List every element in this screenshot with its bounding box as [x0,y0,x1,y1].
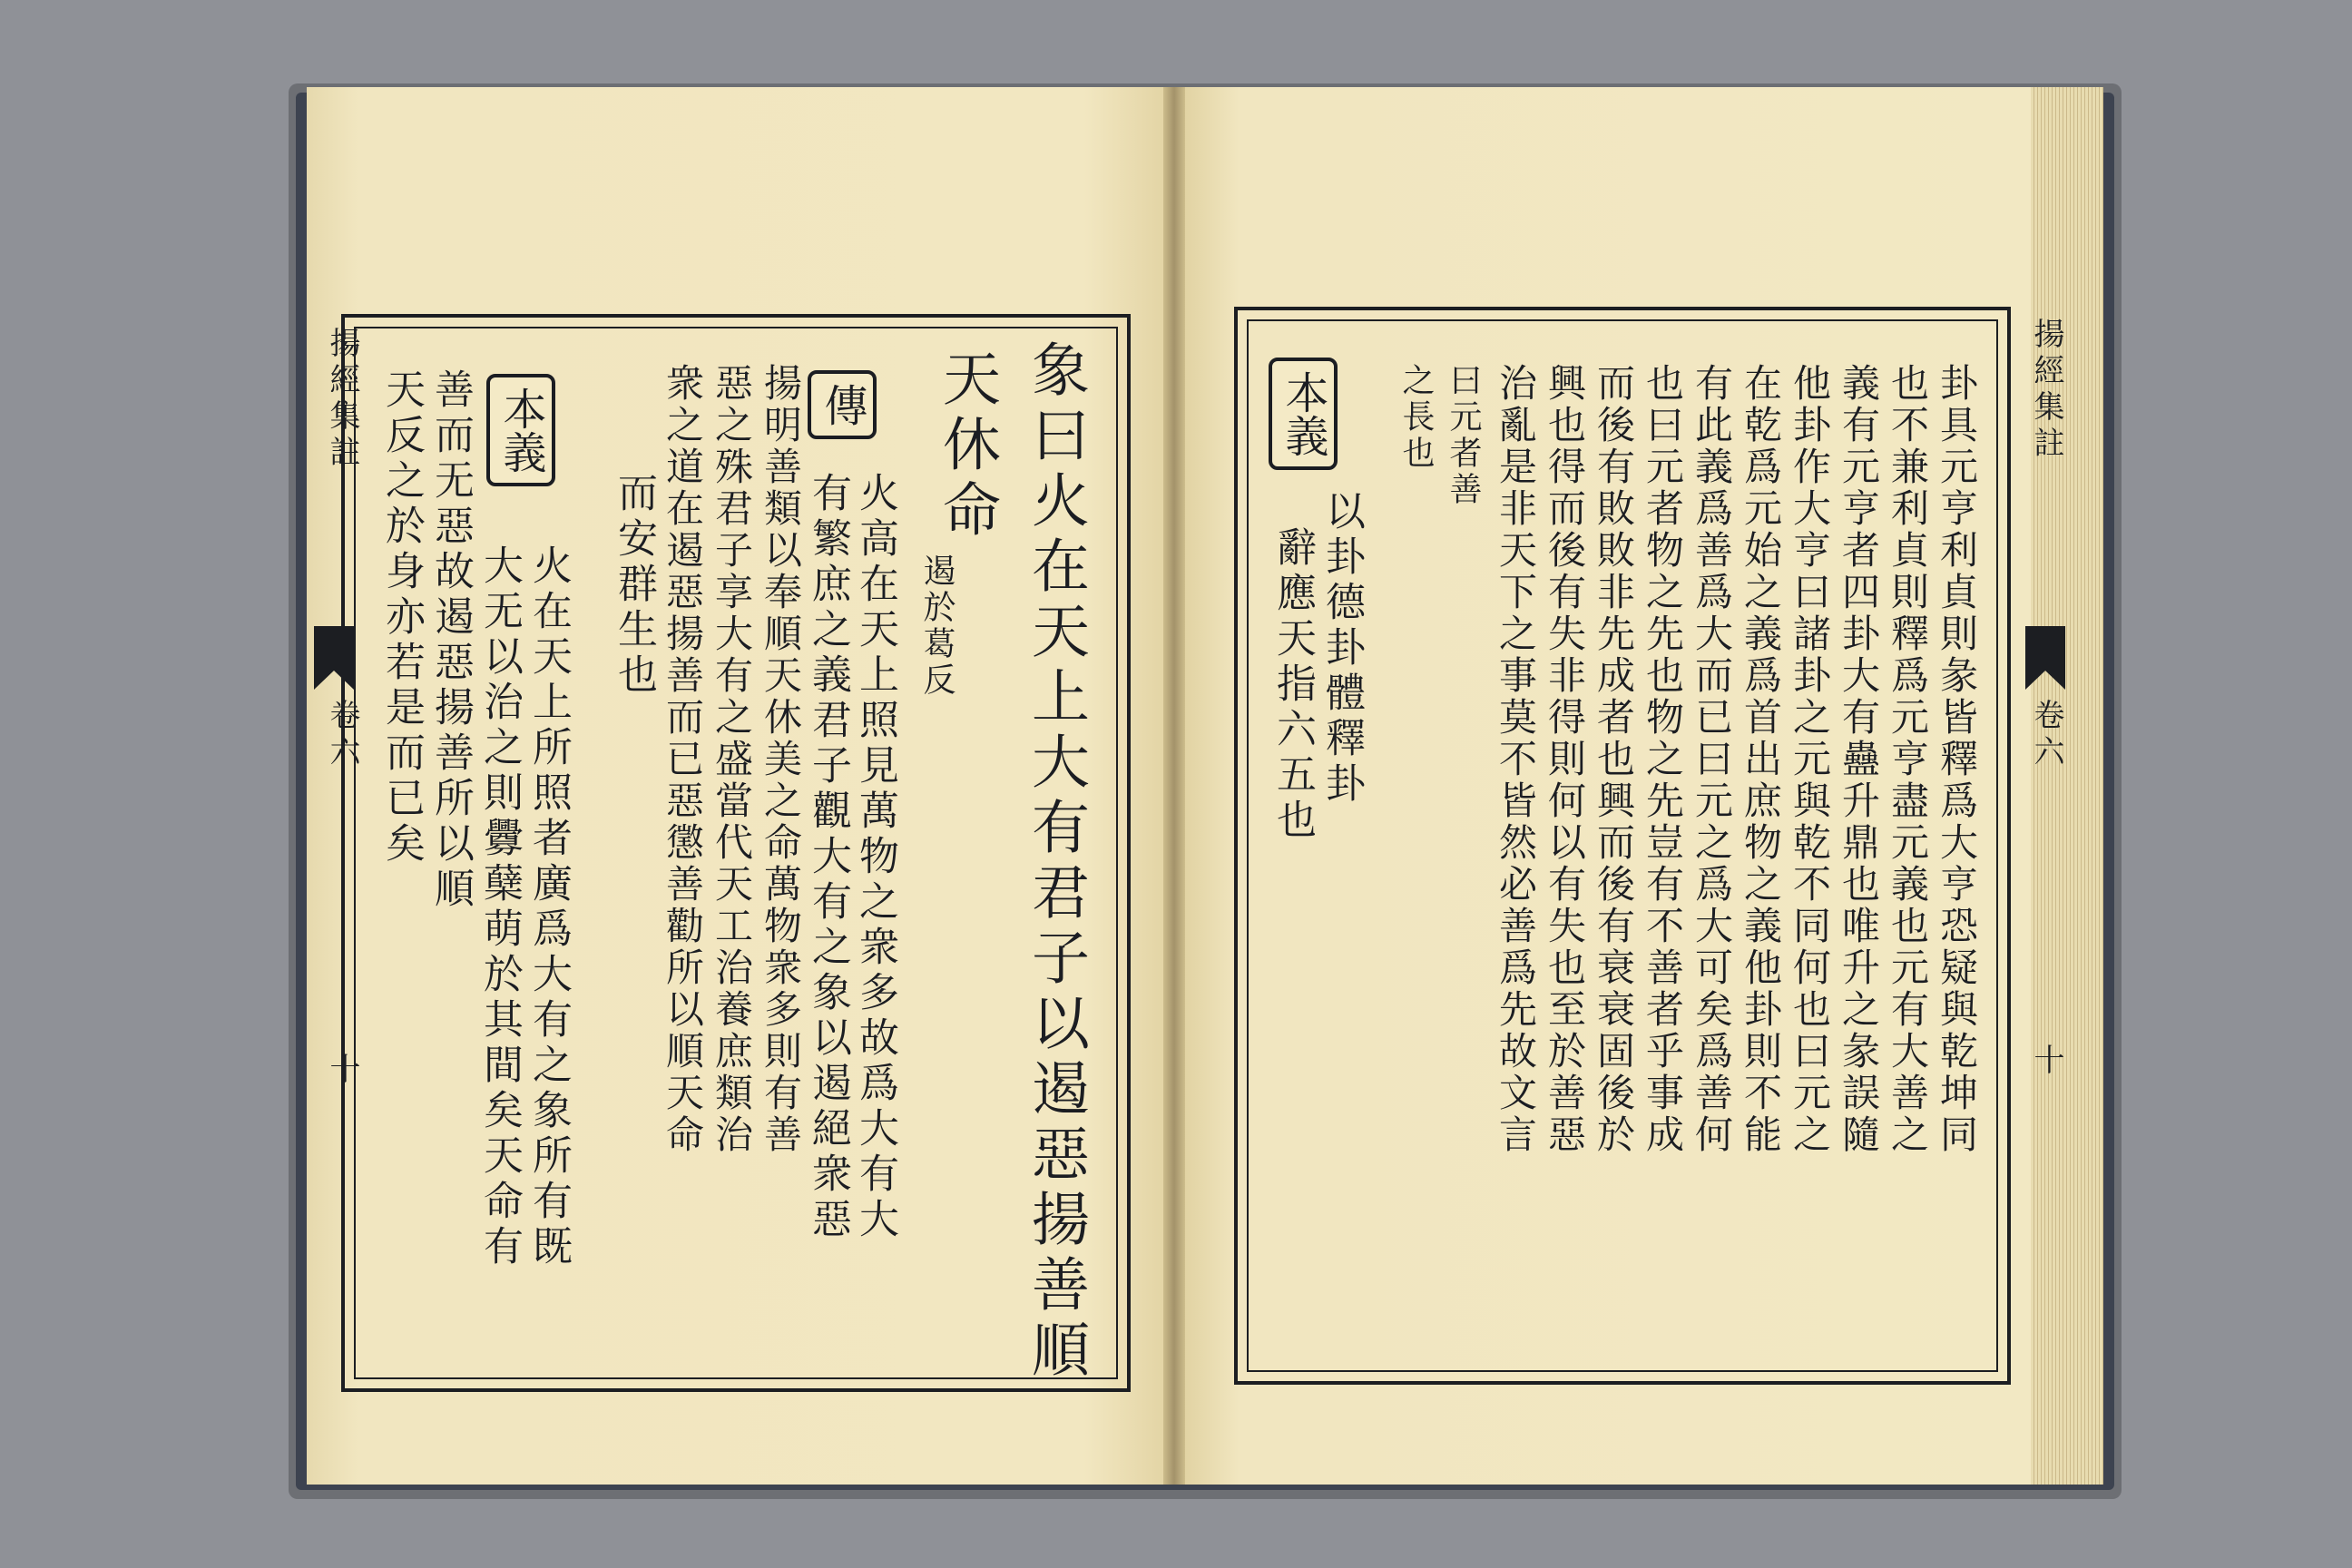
right-text-col-12: 之長也 [1397,363,1435,472]
right-text-col-6: 有此義爲善爲大而已曰元之爲大可矣爲善何 [1690,363,1734,1156]
right-text-col-9: 興也得而後有失非得則何以有失也至於善惡 [1543,363,1587,1156]
commentary-col-1: 火高在天上照見萬物之衆多故爲大有大 [852,472,898,1243]
right-text-col-10: 治亂是非天下之事莫不皆然必善爲先故文言 [1494,363,1538,1156]
commentary-tag: 傳 [808,370,877,439]
commentary-col-3: 揚明善類以奉順天休美之命萬物衆多則有善 [759,363,803,1156]
reading-note: 遏於葛反 [918,554,956,699]
left-folio: 十 [324,1053,360,1089]
main-text-line-1: 象曰火在天上大有君子以遏惡揚善順 [1022,339,1089,1385]
right-text-col-2: 也不兼利貞則釋爲元亨盡元義也元有大善之 [1886,363,1930,1156]
benyi-right-col-1: 以卦德卦體釋卦 [1318,490,1365,808]
right-text-col-8: 而後有敗敗非先成者也興而後有衰衰固後於 [1592,363,1636,1156]
commentary-col-4: 惡之殊君子享大有之盛當代天工治養庶類治 [710,363,754,1156]
left-volume-label: 卷六 [324,699,360,771]
benyi-tag-right: 本義 [1269,358,1338,470]
benyi-left-col-3: 善而无惡故遏惡揚善所以順 [427,368,474,913]
right-text-col-3: 義有元亨者四卦大有蠱升鼎也唯升之彖誤隨 [1837,363,1881,1156]
right-text-col-7: 也曰元者物之先也物之先豈有不善者乎事成 [1641,363,1685,1156]
right-margin-title: 揚經集註 [2028,318,2064,463]
benyi-tag-left: 本義 [486,374,555,486]
benyi-right-col-2: 辭應天指六五也 [1269,526,1316,844]
benyi-left-col-1: 火在天上所照者廣爲大有之象所有既 [525,544,572,1270]
left-margin-title: 揚經集註 [324,327,360,472]
right-text-col-5: 在乾爲元始之義爲首出庶物之義他卦則不能 [1739,363,1783,1156]
commentary-col-2: 有繁庶之義君子觀大有之象以遏絕衆惡 [805,472,851,1243]
right-text-col-4: 他卦作大亨曰諸卦之元與乾不同何也曰元之 [1788,363,1832,1156]
benyi-left-col-2: 大无以治之則釁蘖萌於其間矣天命有 [476,544,523,1270]
right-text-col-11: 曰元者善 [1445,363,1482,508]
commentary-col-6: 而安群生也 [611,472,657,699]
right-volume-label: 卷六 [2028,699,2064,771]
commentary-col-5: 衆之道在遏惡揚善而已惡懲善勸所以順天命 [661,363,705,1156]
right-folio: 十 [2028,1044,2064,1080]
benyi-left-col-4: 天反之於身亦若是而已矣 [378,368,425,867]
book-gutter [1163,87,1185,1485]
right-text-col-1: 卦具元亨利貞則彖皆釋爲大亨恐疑與乾坤同 [1935,363,1979,1156]
main-text-line-2: 天休命 [933,348,1000,544]
